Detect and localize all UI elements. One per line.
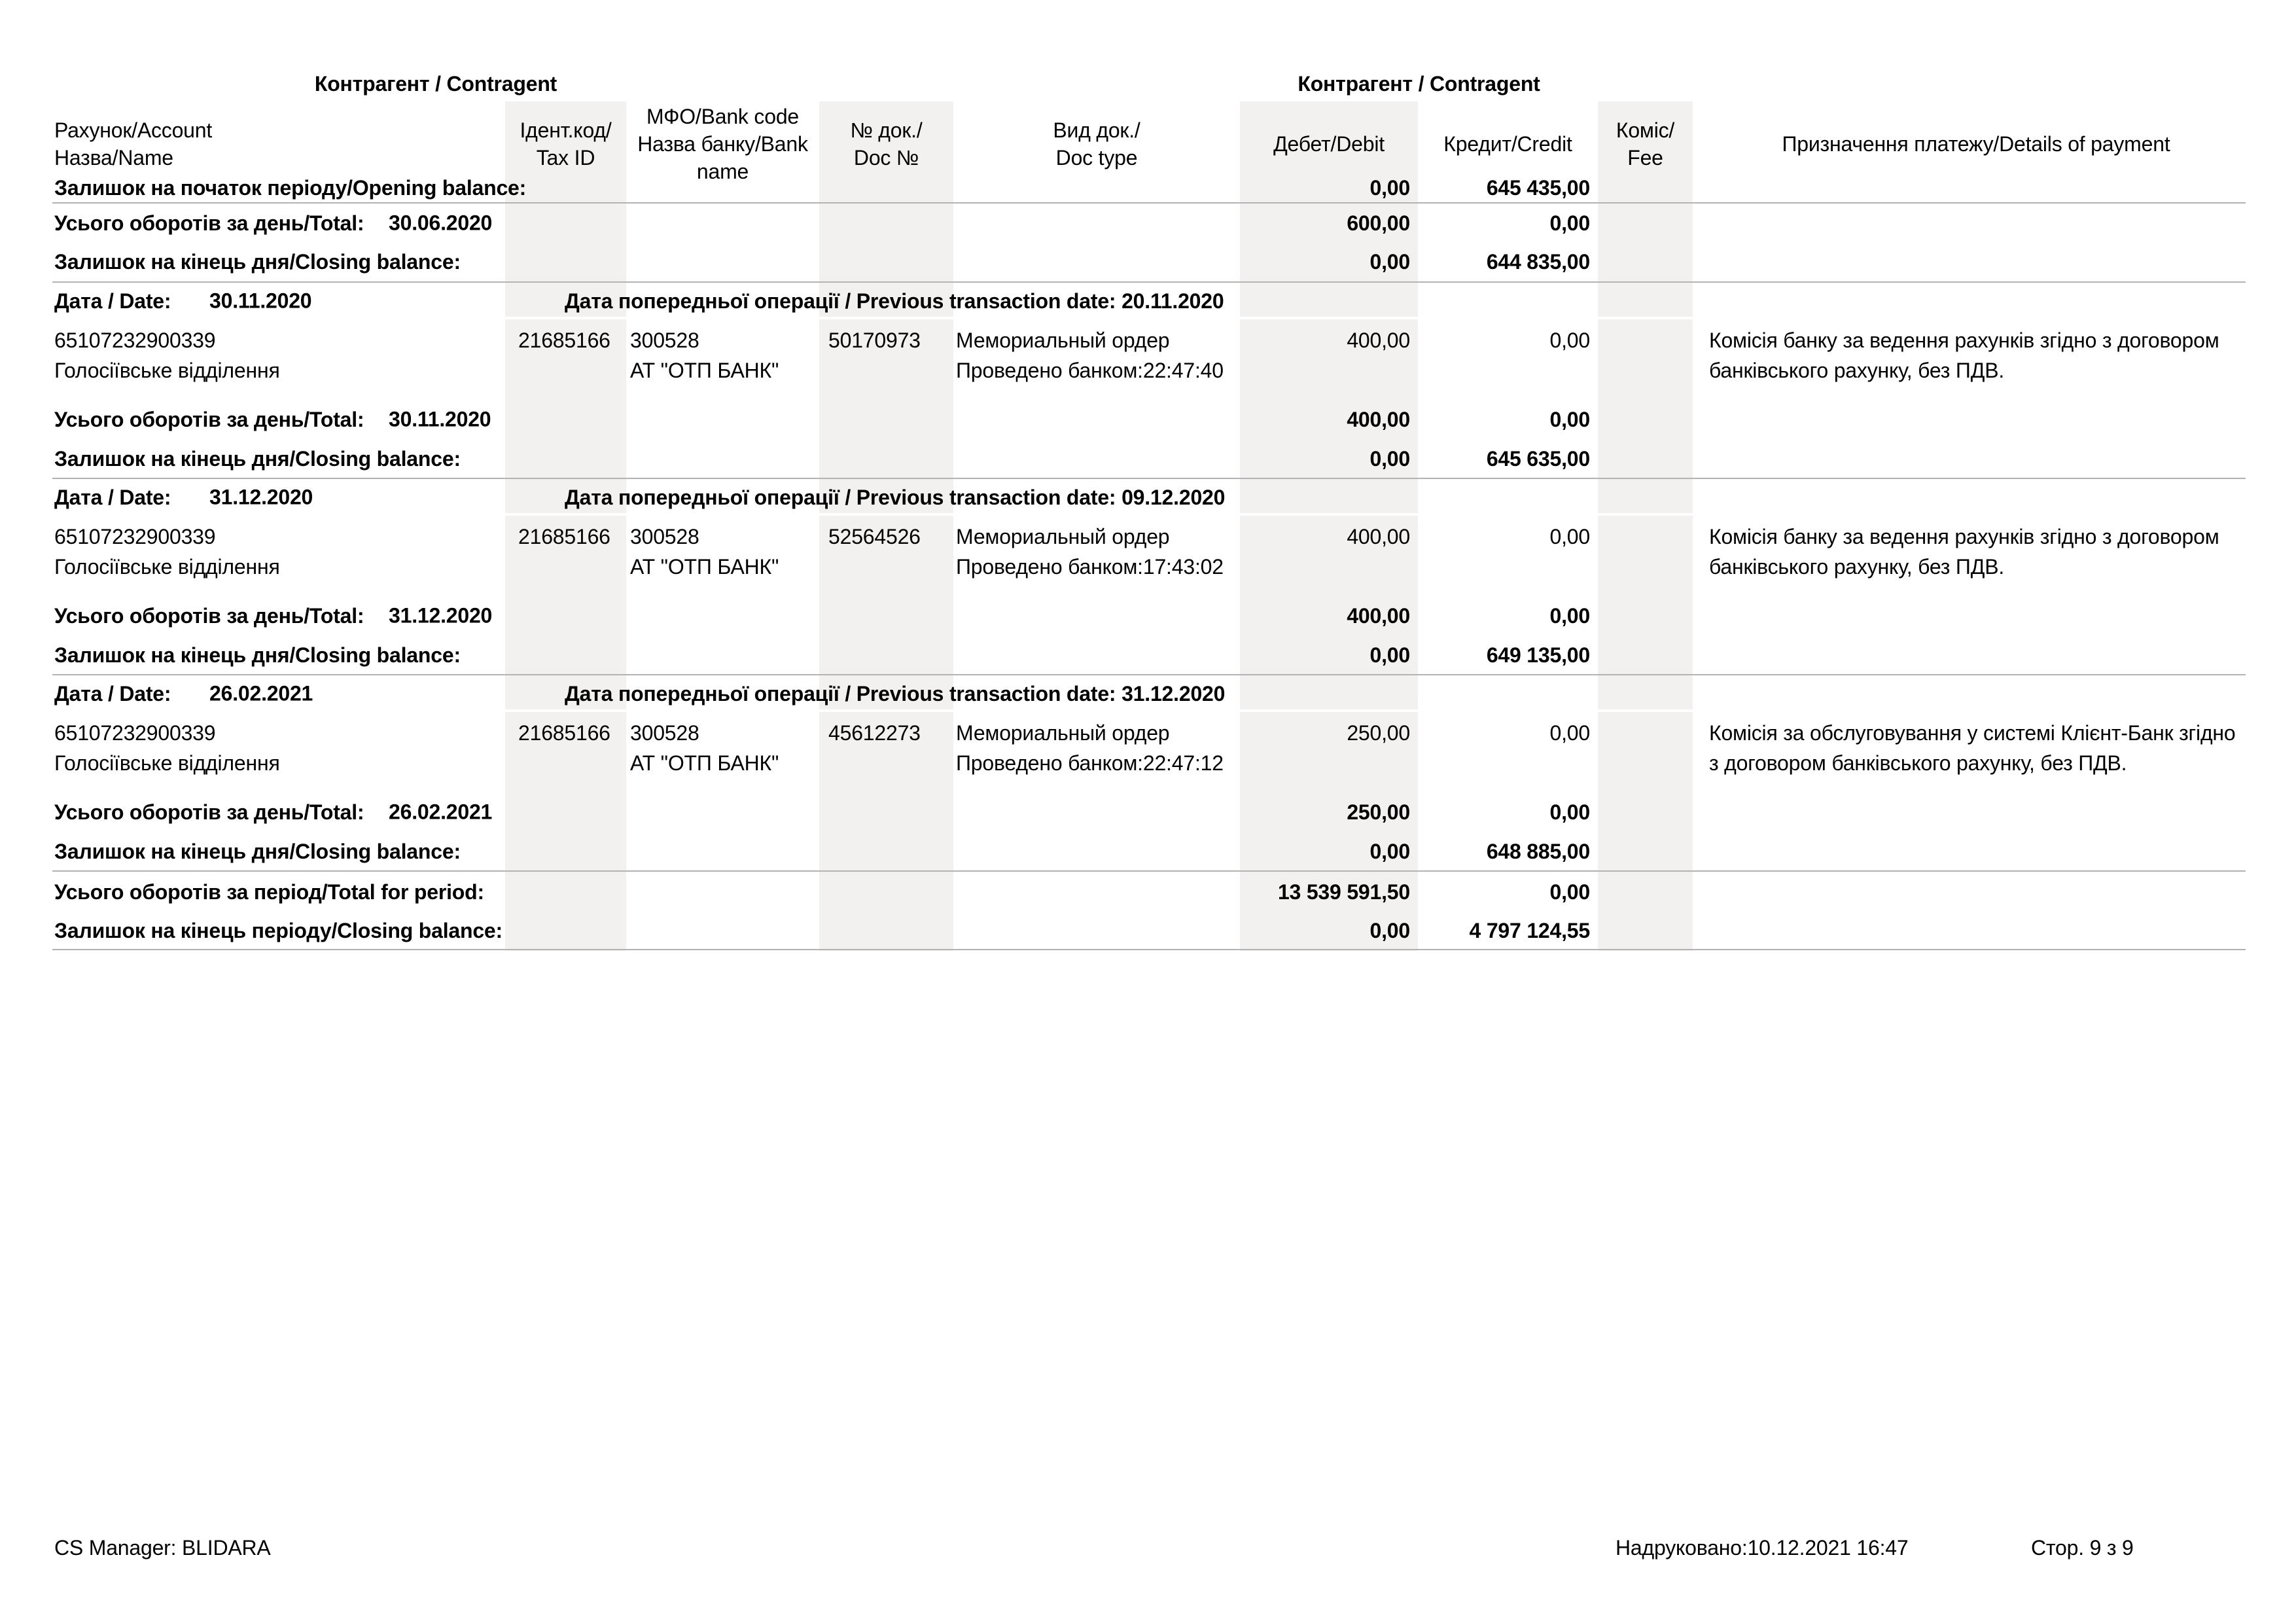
closing-balance-row [52,440,2246,479]
credit-amount: 0,00 [1549,721,1590,745]
period-closing-label: Залишок на кінець періоду/Closing balance: [54,918,503,942]
column-header-doc-no-line1: № док./ [850,118,923,143]
daily-total-label: Усього оборотів за день/Total: [54,211,364,235]
payment-details-line1: Комісія банку за ведення рахунків згідно з договором [1709,329,2219,352]
closing-balance-debit: 0,00 [1369,446,1410,471]
closing-balance-row [52,636,2246,675]
column-header-tax-line2: Tax ID [536,146,595,170]
debit-amount: 400,00 [1347,329,1410,352]
daily-total-date: 31.12.2020 [389,603,493,628]
doc-note: Проведено банком:22:47:40 [956,359,1224,383]
column-header-doc-no-line2: Doc № [853,146,919,170]
transaction-account-cell [52,522,505,582]
account-number: 65107232900339 [54,525,216,548]
payment-details-line2: з договором банківського рахунку, без ПДВ. [1709,751,2127,776]
date-row [52,283,2246,319]
bank-cell [626,718,819,779]
bank-name: АТ "ОТП БАНК" [630,751,779,776]
daily-total-debit: 250,00 [1347,800,1410,824]
tax-id: 21685166 [518,329,610,352]
column-header-doc-type-line1: Вид док./ [1053,118,1140,143]
date-cell [52,289,505,313]
date-label: Дата / Date: [54,289,171,313]
bank-code: 300528 [630,329,699,352]
column-header-account-line2: Назва/Name [54,146,173,170]
payment-details-line2: банківського рахунку, без ПДВ. [1709,555,2005,579]
payment-details-line1: Комісія банку за ведення рахунків згідно з договором [1709,525,2219,548]
daily-total-date: 30.11.2020 [389,407,491,431]
daily-total-debit: 600,00 [1347,211,1410,235]
bank-name: АТ "ОТП БАНК" [630,359,779,383]
opening-balance-row [52,173,2246,204]
account-number: 65107232900339 [54,329,216,352]
doc-type-cell [953,325,1240,386]
group-header-contragent-left: Контрагент / Contragent [314,72,557,96]
opening-balance-credit: 645 435,00 [1486,175,1590,200]
debit-amount: 400,00 [1347,525,1410,548]
column-header-fee-line1: Коміс/ [1616,118,1675,143]
daily-total-credit: 0,00 [1549,407,1590,431]
date-row [52,675,2246,712]
closing-balance-row [52,243,2246,283]
doc-number: 50170973 [828,329,921,352]
doc-note: Проведено банком:17:43:02 [956,555,1224,579]
daily-total-label-cell [52,408,1240,432]
daily-total-label-cell [52,211,1240,236]
bank-code: 300528 [630,525,699,548]
date-value: 30.11.2020 [209,289,312,313]
period-total-label: Усього оборотів за період/Total for period: [54,880,484,904]
doc-type-cell [953,718,1240,779]
daily-total-label: Усього оборотів за день/Total: [54,800,364,824]
doc-type-cell [953,522,1240,582]
period-total-row [52,872,2246,912]
column-header-details: Призначення платежу/Details of payment [1782,132,2170,156]
date-cell [52,682,505,706]
group-header-contragent-right: Контрагент / Contragent [1298,72,1540,96]
period-closing-row [52,912,2246,950]
date-label: Дата / Date: [54,681,171,705]
daily-total-credit: 0,00 [1549,800,1590,824]
period-total-debit: 13 539 591,50 [1277,880,1410,904]
footer-printed-timestamp: Надруковано:10.12.2021 16:47 [1616,1536,1909,1560]
prev-transaction-date: Дата попередньої операції / Previous transaction date: 20.11.2020 [565,289,1224,313]
period-closing-debit: 0,00 [1369,918,1410,942]
daily-total-date: 26.02.2021 [389,800,493,824]
closing-balance-label: Залишок на кінець дня/Closing balance: [54,250,461,274]
column-header-account [52,116,505,171]
payment-details [1693,718,2246,779]
daily-total-label: Усього оборотів за день/Total: [54,603,364,628]
transaction-account-cell [52,325,505,386]
daily-total-row [52,596,2246,636]
account-number: 65107232900339 [54,721,216,745]
payment-details-line2: банківського рахунку, без ПДВ. [1709,359,2005,383]
daily-total-label-cell [52,604,1240,628]
daily-total-credit: 0,00 [1549,603,1590,628]
transaction-row [52,516,2246,596]
column-header-debit: Дебет/Debit [1273,132,1385,156]
footer-page-number: Стор. 9 з 9 [2031,1536,2134,1560]
statement-table [52,65,2246,950]
date-value: 26.02.2021 [209,681,313,705]
daily-total-label-cell [52,800,1240,825]
daily-total-credit: 0,00 [1549,211,1590,235]
daily-total-row [52,399,2246,440]
bank-code: 300528 [630,721,699,745]
column-header-fee [1598,116,1693,171]
transaction-row [52,319,2246,399]
period-total-credit: 0,00 [1549,880,1590,904]
column-header-tax-id [505,116,626,171]
closing-balance-debit: 0,00 [1369,839,1410,863]
daily-total-date: 30.06.2020 [389,211,493,235]
daily-total-debit: 400,00 [1347,407,1410,431]
transaction-account-cell [52,718,505,779]
opening-balance-label: Залишок на початок періоду/Opening balance: [54,175,527,200]
date-value: 31.12.2020 [209,485,313,509]
footer-manager: CS Manager: BLIDARA [54,1536,271,1560]
doc-type: Мемориальный ордер [956,329,1170,352]
column-header-bank-line2: Назва банку/Bank name [637,132,808,184]
column-header-fee-line2: Fee [1627,146,1663,170]
closing-balance-label: Залишок на кінець дня/Closing balance: [54,446,461,471]
doc-type: Мемориальный ордер [956,721,1170,745]
debit-amount: 250,00 [1347,721,1410,745]
tax-id: 21685166 [518,721,610,745]
prev-transaction-date: Дата попередньої операції / Previous transaction date: 31.12.2020 [565,681,1226,705]
closing-balance-debit: 0,00 [1369,250,1410,274]
opening-balance-debit: 0,00 [1369,175,1410,200]
bank-cell [626,522,819,582]
bank-name: АТ "ОТП БАНК" [630,555,779,579]
date-cell [52,486,505,510]
date-row [52,479,2246,516]
column-header-bank-line1: МФО/Bank code [646,105,800,128]
closing-balance-credit: 645 635,00 [1486,446,1590,471]
prev-transaction-date: Дата попередньої операції / Previous transaction date: 09.12.2020 [565,485,1226,509]
daily-total-row [52,792,2246,832]
closing-balance-credit: 644 835,00 [1486,250,1590,274]
tax-id: 21685166 [518,525,610,548]
column-header-credit: Кредит/Credit [1443,132,1572,156]
doc-number: 52564526 [828,525,921,548]
account-name: Голосіївське відділення [54,359,280,383]
doc-type: Мемориальный ордер [956,525,1170,548]
column-header-account-line1: Рахунок/Account [54,118,213,143]
closing-balance-label: Залишок на кінець дня/Closing balance: [54,839,461,863]
closing-balance-label: Залишок на кінець дня/Closing balance: [54,643,461,667]
payment-details-line1: Комісія за обслуговування у системі Клієнт-Банк згідно [1709,721,2236,745]
group-header-row [52,65,2246,103]
closing-balance-credit: 648 885,00 [1486,839,1590,863]
payment-details [1693,325,2246,386]
account-name: Голосіївське відділення [54,751,280,776]
doc-note: Проведено банком:22:47:12 [956,751,1224,776]
closing-balance-debit: 0,00 [1369,643,1410,667]
column-header-tax-line1: Ідент.код/ [520,118,612,143]
bank-cell [626,325,819,386]
payment-details [1693,522,2246,582]
period-closing-credit: 4 797 124,55 [1469,918,1590,942]
date-label: Дата / Date: [54,485,171,509]
account-name: Голосіївське відділення [54,555,280,579]
daily-total-debit: 400,00 [1347,603,1410,628]
column-header-doc-type-line2: Doc type [1055,146,1138,170]
closing-balance-credit: 649 135,00 [1486,643,1590,667]
transaction-row [52,712,2246,792]
daily-total-label: Усього оборотів за день/Total: [54,407,364,431]
column-header-doc-type [953,116,1240,171]
closing-balance-row [52,832,2246,872]
credit-amount: 0,00 [1549,329,1590,352]
column-header-row [52,103,2246,184]
doc-number: 45612273 [828,721,921,745]
credit-amount: 0,00 [1549,525,1590,548]
daily-total-row [52,204,2246,243]
column-header-doc-no [819,116,953,171]
